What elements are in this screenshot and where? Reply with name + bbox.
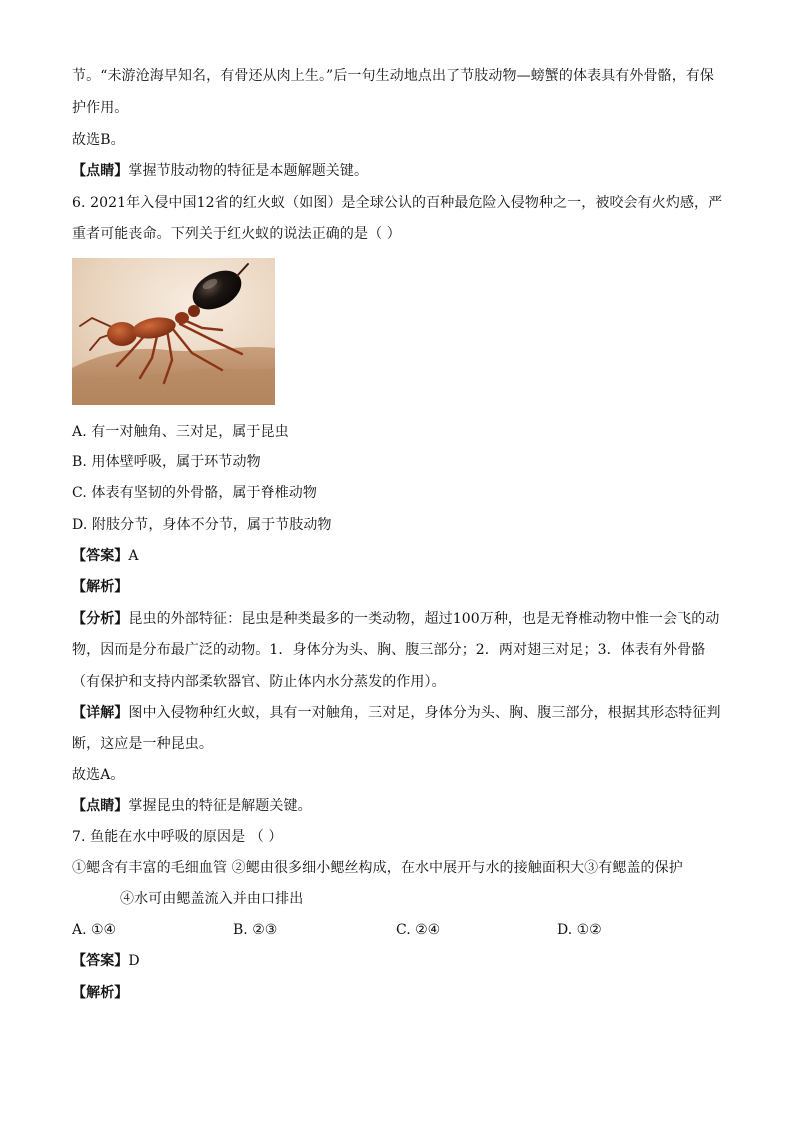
answer-line xyxy=(72,546,722,566)
detail-line: 断，这应是一种昆虫。 xyxy=(72,736,213,752)
analysis-line xyxy=(72,609,722,629)
text-line: 节。“未游沧海早知名，有骨还从肉上生。”后一句生动地点出了节肢动物—螃蟹的体表具有外骨骼，有保 xyxy=(72,68,715,84)
section-text: 图中入侵物种红火蚁，具有一对触角，三对足，身体分为头、胸、腹三部分，根据其形态特征判 xyxy=(128,705,721,721)
q7-option-a: A. ①④ xyxy=(72,922,117,938)
question-7-line: 7. 鱼能在水中呼吸的原因是 （ ） xyxy=(72,829,283,845)
question-6-line: 6. 2021年入侵中国12省的红火蚁（如图）是全球公认的百种最危险入侵物种之一，被咬会有火灼感，严 xyxy=(72,195,723,211)
q7-option-d: D. ①② xyxy=(557,922,602,938)
option-a: A. 有一对触角、三对足，属于昆虫 xyxy=(72,424,289,440)
answer-tag: 【答案】 xyxy=(72,953,129,969)
option-b: B. 用体壁呼吸，属于环节动物 xyxy=(72,454,261,470)
text-line: 故选B。 xyxy=(72,132,125,148)
option-c: C. 体表有坚韧的外骨骼，属于脊椎动物 xyxy=(72,485,318,501)
answer-tag: 【答案】 xyxy=(72,548,129,564)
analysis-line: 物，因而是分布最广泛的动物。1．身体分为头、胸、腹三部分；2．两对翅三对足；3．体表有外骨骼 xyxy=(72,642,706,658)
section-tag: 【点睛】 xyxy=(72,798,129,814)
section-tag: 【点睛】 xyxy=(72,163,129,179)
q7-option-b: B. ②③ xyxy=(233,922,278,938)
detail-line xyxy=(72,703,722,723)
section-text: 昆虫的外部特征：昆虫是种类最多的一类动物，超过100万种，也是无脊椎动物中惟一会飞的动 xyxy=(128,611,720,627)
key-point-line xyxy=(72,796,722,816)
question-7-statement: ④水可由鳃盖流入并由口排出 xyxy=(120,891,304,907)
text-line: 故选A。 xyxy=(72,767,125,783)
analysis-tag: 【解析】 xyxy=(72,985,129,1001)
q7-option-c: C. ②④ xyxy=(396,922,441,938)
section-tag: 【详解】 xyxy=(72,705,129,721)
fire-ant-photo xyxy=(72,258,275,405)
answer-value: A xyxy=(128,548,139,564)
answer-value: D xyxy=(128,953,140,969)
analysis-line: （有保护和支持内部柔软器官、防止体内水分蒸发的作用）。 xyxy=(72,674,446,690)
section-tag: 【分析】 xyxy=(72,611,129,627)
section-text: 掌握昆虫的特征是解题关键。 xyxy=(128,798,312,814)
answer-line xyxy=(72,951,722,971)
question-6-line: 重者可能丧命。下列关于红火蚁的说法正确的是（ ） xyxy=(72,226,401,242)
text-line xyxy=(72,161,722,181)
analysis-tag: 【解析】 xyxy=(72,579,129,595)
section-text: 掌握节肢动物的特征是本题解题关键。 xyxy=(128,163,369,179)
fire-ant-icon xyxy=(72,258,275,405)
question-7-statement: ①鳃含有丰富的毛细血管 ②鳃由很多细小鳃丝构成，在水中展开与水的接触面积大③有鳃盖的保护 xyxy=(72,860,683,876)
option-d: D. 附肢分节，身体不分节，属于节肢动物 xyxy=(72,517,332,533)
text-line: 护作用。 xyxy=(72,100,129,116)
